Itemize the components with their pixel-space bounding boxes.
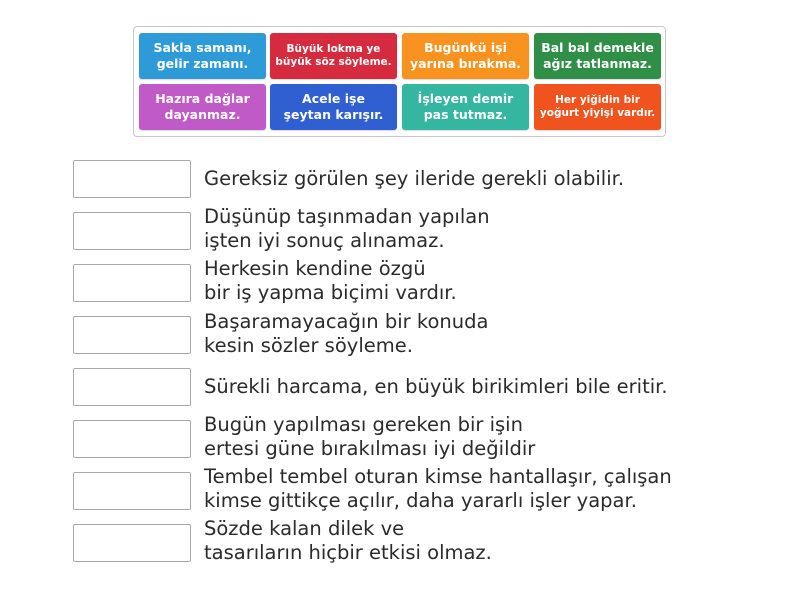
drop-box-6[interactable] [73, 420, 191, 458]
drop-box-7[interactable] [73, 472, 191, 510]
drop-box-8[interactable] [73, 524, 191, 562]
tile-her-yigidin[interactable]: Her yiğidin bir yoğurt yiyişi vardır. [534, 84, 661, 130]
row-definition-6: Bugün yapılması gereken bir işin ertesi güne bırakılması iyi değildir [204, 413, 536, 460]
drop-box-4[interactable] [73, 316, 191, 354]
tile-bal-bal[interactable]: Bal bal demekle ağız tatlanmaz. [534, 33, 661, 79]
row-definition-2: Düşünüp taşınmadan yapılan işten iyi sonuç alınamaz. [204, 205, 490, 252]
row-definition-8: Sözde kalan dilek ve tasarıların hiçbir etkisi olmaz. [204, 517, 492, 564]
tile-sakla-samani[interactable]: Sakla samanı, gelir zamanı. [139, 33, 266, 79]
tile-buyuk-lokma[interactable]: Büyük lokma ye büyük söz söyleme. [270, 33, 397, 79]
row-definition-7: Tembel tembel oturan kimse hantallaşır, çalışan kimse gittikçe açılır, daha yararlı işler yapar. [204, 465, 672, 512]
tile-hazira-daglar[interactable]: Hazıra dağlar dayanmaz. [139, 84, 266, 130]
answer-tiles-panel [133, 26, 666, 137]
drop-box-5[interactable] [73, 368, 191, 406]
drop-box-3[interactable] [73, 264, 191, 302]
row-definition-4: Başaramayacağın bir konuda kesin sözler söyleme. [204, 310, 489, 357]
drop-box-1[interactable] [73, 160, 191, 198]
drop-box-2[interactable] [73, 212, 191, 250]
tile-bugunku-isi[interactable]: Bugünkü işi yarına bırakma. [402, 33, 529, 79]
row-definition-5: Sürekli harcama, en büyük birikimleri bile eritir. [204, 375, 668, 398]
tile-isleyen-demir[interactable]: İşleyen demir pas tutmaz. [402, 84, 529, 130]
row-definition-3: Herkesin kendine özgü bir iş yapma biçimi vardır. [204, 257, 457, 304]
tile-acele-ise[interactable]: Acele işe şeytan karışır. [270, 84, 397, 130]
row-definition-1: Gereksiz görülen şey ileride gerekli olabilir. [204, 167, 625, 190]
